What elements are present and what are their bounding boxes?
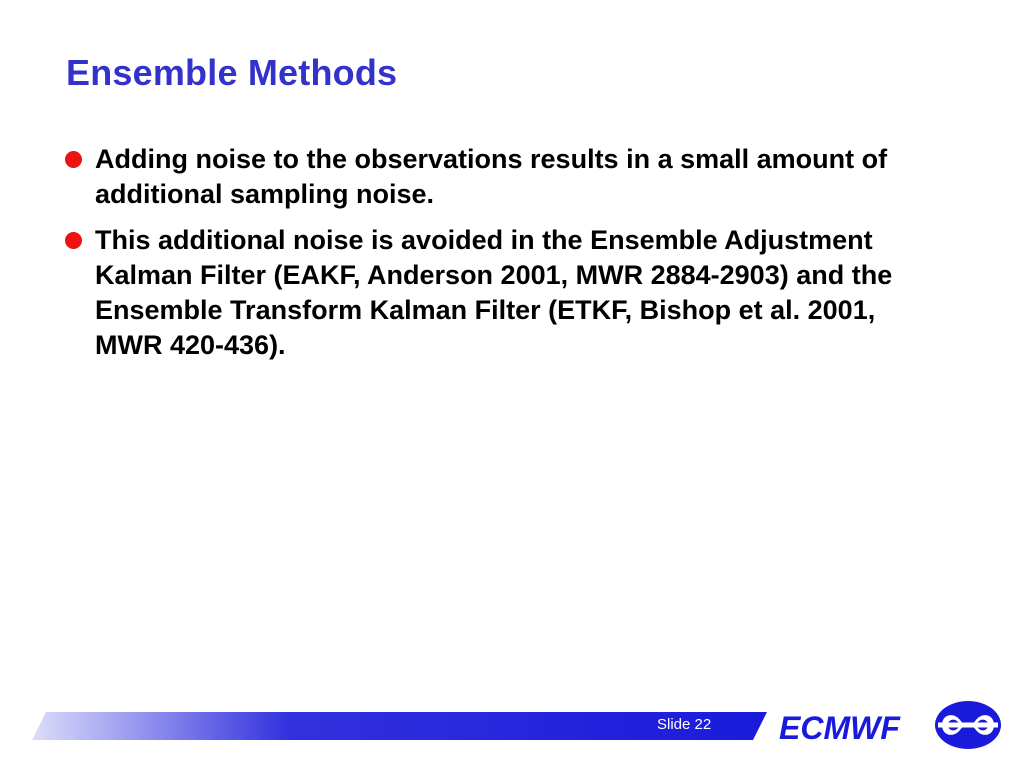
bullet-text: Adding noise to the observations results in a small amount of additional sampling noise. xyxy=(95,144,888,209)
brand-name: ECMWF xyxy=(779,710,900,746)
slide-number: Slide 22 xyxy=(657,716,712,733)
ecmwf-logo-icon xyxy=(934,700,1002,750)
bullet-dot-icon xyxy=(65,151,82,168)
bullet-list xyxy=(62,142,942,374)
bullet-item xyxy=(62,223,942,363)
bullet-text: This additional noise is avoided in the Ensemble Adjustment Kalman Filter (EAKF, Anderson 2001, MWR 2884-2903) and the Ensemble Transform Kalman Filter (ETKF, Bishop et al. 2001, MWR 420-436). xyxy=(95,225,893,360)
slide-title: Ensemble Methods xyxy=(66,52,398,93)
bullet-dot-icon xyxy=(65,232,82,249)
bullet-item xyxy=(62,142,942,212)
